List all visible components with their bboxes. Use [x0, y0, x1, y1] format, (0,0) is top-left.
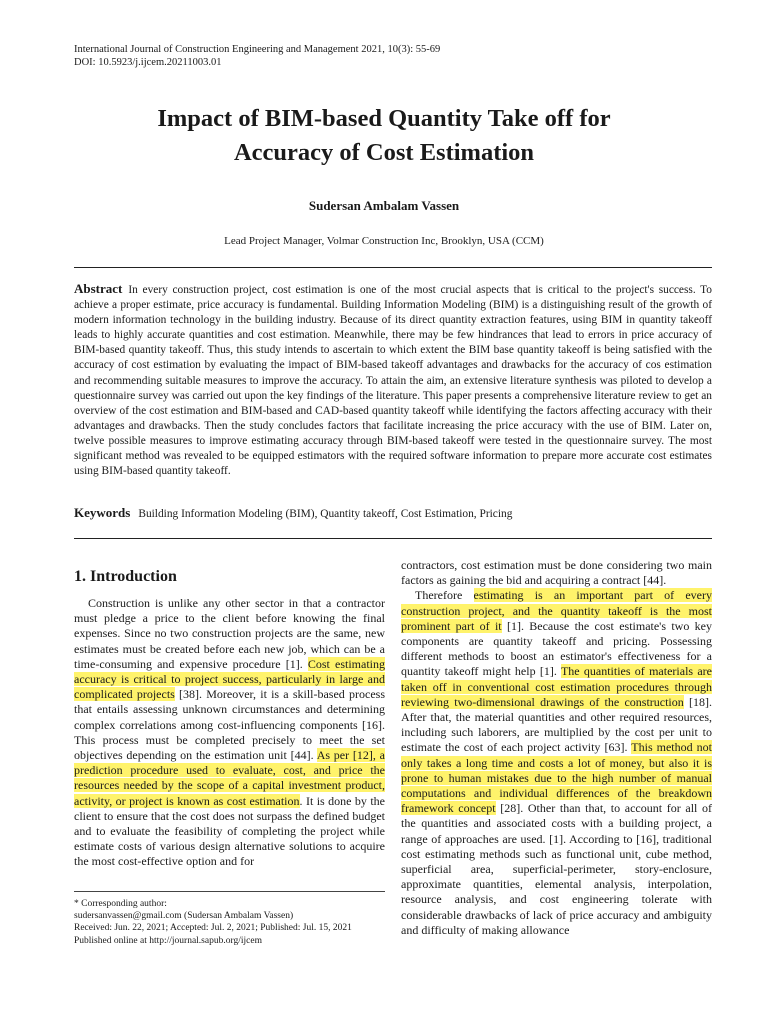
- highlight-2: As per [12], a prediction procedure used to evaluate, cost, and price the resources needed by the scope of a capital investment product, activity, or project is known as cost estimation: [74, 748, 385, 808]
- abstract-label: Abstract: [74, 281, 123, 296]
- top-divider: [74, 267, 712, 268]
- journal-header: [74, 43, 440, 69]
- left-column: [74, 596, 385, 870]
- abstract-text: In every construction project, cost estimation is one of the most crucial aspects that is critical to the project's success. To achieve a proper estimate, price accuracy is fundamental. Building Information Modeling (BIM) is a distinguishing result of the growth of modern information technology in the building industry. Because of its direct quantity extraction features, using BIM in quantity takeoff leads to highly accurate quantities and cost estimation. Meanwhile, there may be few hindrances that lead to errors in price accuracy of BIM-based quantity takeoff. Thus, this study intends to ascertain to which extent the BIM base quantity takeoff is being satisfied with the accuracy of cost estimation by evaluating the impact of BIM-based takeoff advantages and drawbacks for the accuracy of cos estimation and recommending suitable measures to improve the accuracy. To attain the aim, an extensive literature synthesis was piloted to develop a questionnaire survey was carried out upon the key findings of the literature. This paper presents a comprehensive literature review to get an overview of the cost estimation and BIM-based and CAD-based quantity takeoff while identifying the factors affecting accuracy with their advantages and drawbacks. Then the study concludes factors that facilitate increasing the price accuracy with the use of BIM. Later on, twelve possible measures to improve estimating accuracy through BIM-based takeoff were tested in the questionnaire survey. The most significant method was revealed to be equipped estimators with the required software information to prepare more accurate cost estimates using BIM-based quantity takeoff.: [74, 284, 712, 478]
- journal-citation: International Journal of Construction Engineering and Management 2021, 10(3): 55-69: [74, 44, 441, 55]
- abstract: [74, 281, 712, 479]
- intro-paragraph-continued: contractors, cost estimation must be done considering two main factors as gaining the bid and acquiring a contract [44].: [401, 558, 712, 588]
- keywords-label: Keywords: [74, 505, 131, 520]
- text-run: . It is done by the client to ensure that the cost does not surpass the defined budget and to evaluate the feasibility of completing the project while estimate costs of various design alternative solutions to acquire the most cost-effective option and for: [74, 793, 385, 869]
- paper-title: [60, 102, 708, 170]
- text-run: [28]. Other than that, to account for all of the quantities and associated costs with a building project, a range of approaches are used. [1]. According to [16], traditional cost estimating methods such as functional unit, cube method, superficial area, superficial-perimeter, story-enclosure, approximate quantities, elemental analysis, interpolation, resource analysis, and cost engineering tolerate with considerable drawbacks of lack of price accuracy and ambiguity and difficulty of making allowance: [401, 801, 713, 937]
- section-heading-introduction: 1. Introduction: [74, 568, 177, 585]
- footnote-divider: [74, 891, 385, 892]
- keywords: [74, 505, 712, 521]
- received-dates: Received: Jun. 22, 2021; Accepted: Jul. 2, 2021; Published: Jul. 15, 2021: [74, 923, 352, 934]
- doi-line: DOI: 10.5923/j.ijcem.20211003.01: [74, 57, 222, 68]
- intro-paragraph-1: [74, 596, 385, 870]
- published-online: Published online at http://journal.sapub.org/ijcem: [74, 935, 262, 946]
- keywords-text: Building Information Modeling (BIM), Quantity takeoff, Cost Estimation, Pricing: [138, 508, 513, 520]
- abstract-divider: [74, 538, 712, 539]
- highlight-4: The quantities of materials are taken off in conventional cost estimation procedures through reviewing two-dimensional drawings of the construction: [401, 664, 712, 709]
- text-run: [1]. Because the cost estimate's two key components are quantity takeoff and pricing. Possessing different methods to boost an estimator's effectiveness for a quantity takeoff might help [1].: [401, 618, 712, 679]
- title-line-1: Impact of BIM-based Quantity Take off for: [157, 105, 611, 132]
- highlight-5: This method not only takes a long time and costs a lot of money, but also it is prone to human mistakes due to the high number of manual computations and individual differences of the breakdown framework concept: [401, 740, 713, 816]
- title-line-2: Accuracy of Cost Estimation: [233, 139, 535, 166]
- text-run: Therefore: [415, 588, 474, 603]
- text-run: Construction is unlike any other sector in that a contractor must pledge a price to the client before knowing the final expenses. Since no two construction projects are the same, new estimates must be created before each new job, which can be a time-consuming and expensive procedure [1].: [74, 596, 385, 671]
- text-run: [38]. Moreover, it is a skill-based process that entails assessing unknown circumstances and determining complex correlations among cost-influencing components [16]. This process must be completed precisely to meet the set objectives depending on the estimation unit [44].: [74, 687, 385, 763]
- footnote: [74, 898, 394, 947]
- right-column: [401, 558, 712, 938]
- corresponding-author-label: * Corresponding author:: [74, 899, 167, 909]
- author-affiliation: Lead Project Manager, Volmar Construction Inc, Brooklyn, USA (CCM): [224, 235, 544, 247]
- text-run: [18]. After that, the material quantities and other required resources, including such laborers, are multiplied by the cost per unit to estimate the cost of each project activity [63].: [401, 694, 712, 755]
- highlight-3: estimating is an important part of every construction project, and the quantity takeoff is the most prominent part of it: [401, 588, 712, 633]
- intro-paragraph-2: [401, 588, 712, 938]
- author-email: sudersanvassen@gmail.com (Sudersan Ambalam Vassen): [74, 911, 294, 922]
- highlight-1: Cost estimating accuracy is critical to project success, particularly in large and complicated projects: [74, 656, 385, 702]
- author-name: Sudersan Ambalam Vassen: [308, 198, 460, 213]
